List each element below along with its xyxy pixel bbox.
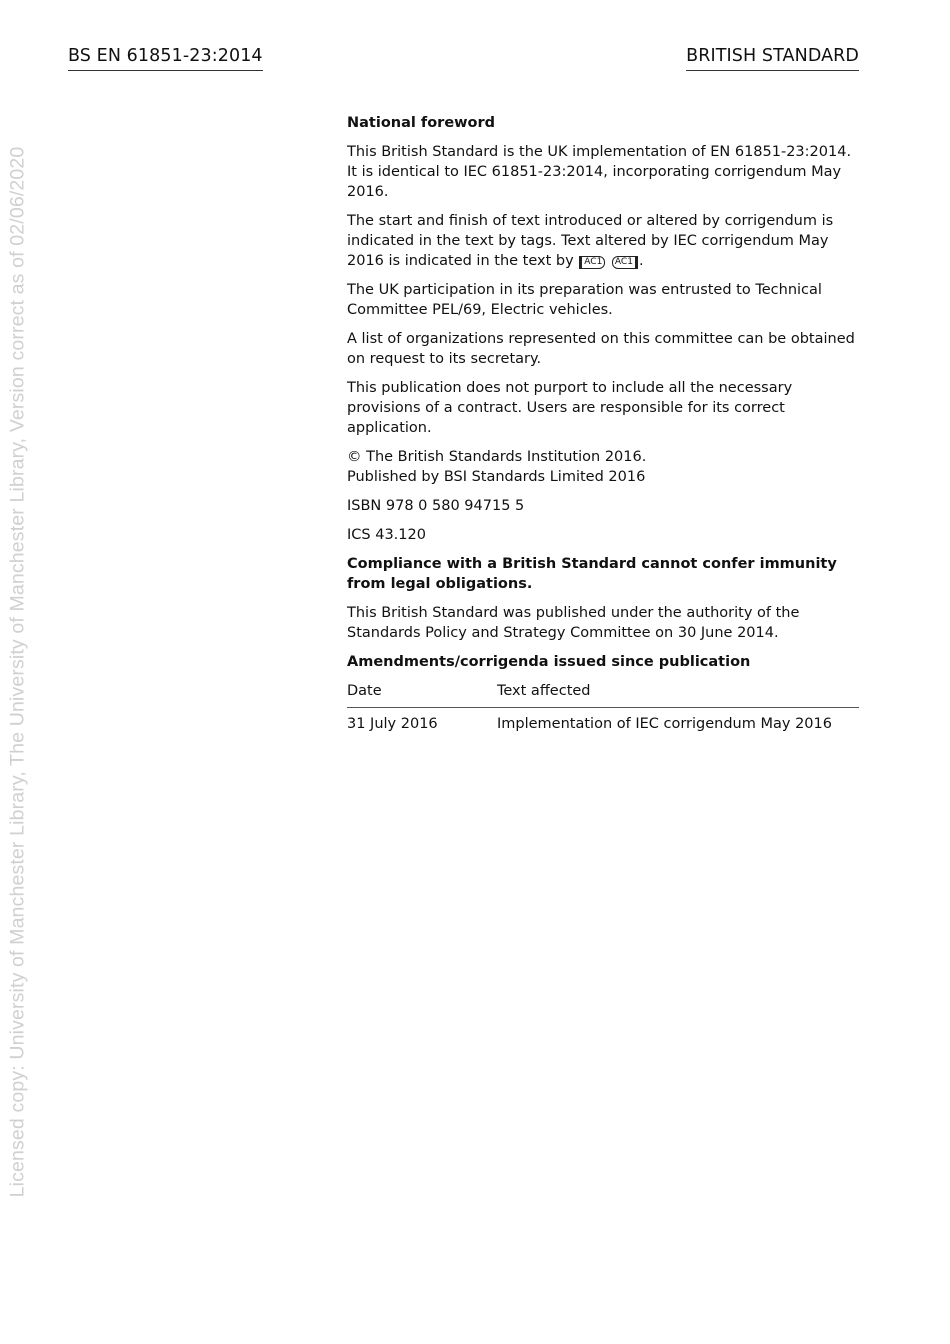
foreword-paragraph-implementation: This British Standard is the UK implementation of EN 61851-23:2014. It is identical to IEC 61851-23:2014, incorporating corrigendum May 2016. xyxy=(347,144,852,200)
copyright-block xyxy=(347,447,859,487)
table-header-row xyxy=(347,681,859,708)
amendments-title: Amendments/corrigenda issued since publication xyxy=(347,654,751,670)
isbn: ISBN 978 0 580 94715 5 xyxy=(347,498,525,514)
amendment-text-affected: Implementation of IEC corrigendum May 2016 xyxy=(497,716,832,732)
document-code: BS EN 61851-23:2014 xyxy=(68,46,263,71)
foreword-paragraph-committee: The UK participation in its preparation was entrusted to Technical Committee PEL/69, Electric vehicles. xyxy=(347,282,822,318)
column-header-date: Date xyxy=(347,681,497,708)
license-watermark: Licensed copy: University of Manchester Library, The University of Manchester Library, Version correct as of 02/06/2020 xyxy=(6,146,29,1198)
copyright-line: © The British Standards Institution 2016. xyxy=(347,449,647,465)
ac-open-tag-icon: AC1 xyxy=(579,256,605,269)
amendment-date: 31 July 2016 xyxy=(347,716,438,732)
authority-statement: This British Standard was published under the authority of the Standards Policy and Strategy Committee on 30 June 2014. xyxy=(347,605,800,641)
foreword-paragraph-organizations: A list of organizations represented on this committee can be obtained on request to its secretary. xyxy=(347,331,855,367)
table-row xyxy=(347,708,859,735)
foreword-title: National foreword xyxy=(347,115,496,131)
foreword-paragraph-provisions: This publication does not purport to include all the necessary provisions of a contract. Users are responsible for its correct application. xyxy=(347,380,793,436)
standard-type-label: BRITISH STANDARD xyxy=(686,46,859,71)
corrigendum-text: The start and finish of text introduced or altered by corrigendum is indicated in the text by tags. Text altered by IEC corrigendum May 2016 is indicated in the text by xyxy=(347,213,834,269)
foreword-paragraph-corrigendum xyxy=(347,211,859,271)
compliance-statement: Compliance with a British Standard cannot confer immunity from legal obligations. xyxy=(347,556,837,592)
corrigendum-text-end: . xyxy=(638,253,644,269)
ics-code: ICS 43.120 xyxy=(347,527,426,543)
column-header-text-affected: Text affected xyxy=(497,681,859,708)
ac-close-tag-icon: AC1 xyxy=(612,256,638,269)
publisher-line: Published by BSI Standards Limited 2016 xyxy=(347,469,646,485)
amendments-table xyxy=(347,681,859,734)
national-foreword xyxy=(347,113,859,734)
